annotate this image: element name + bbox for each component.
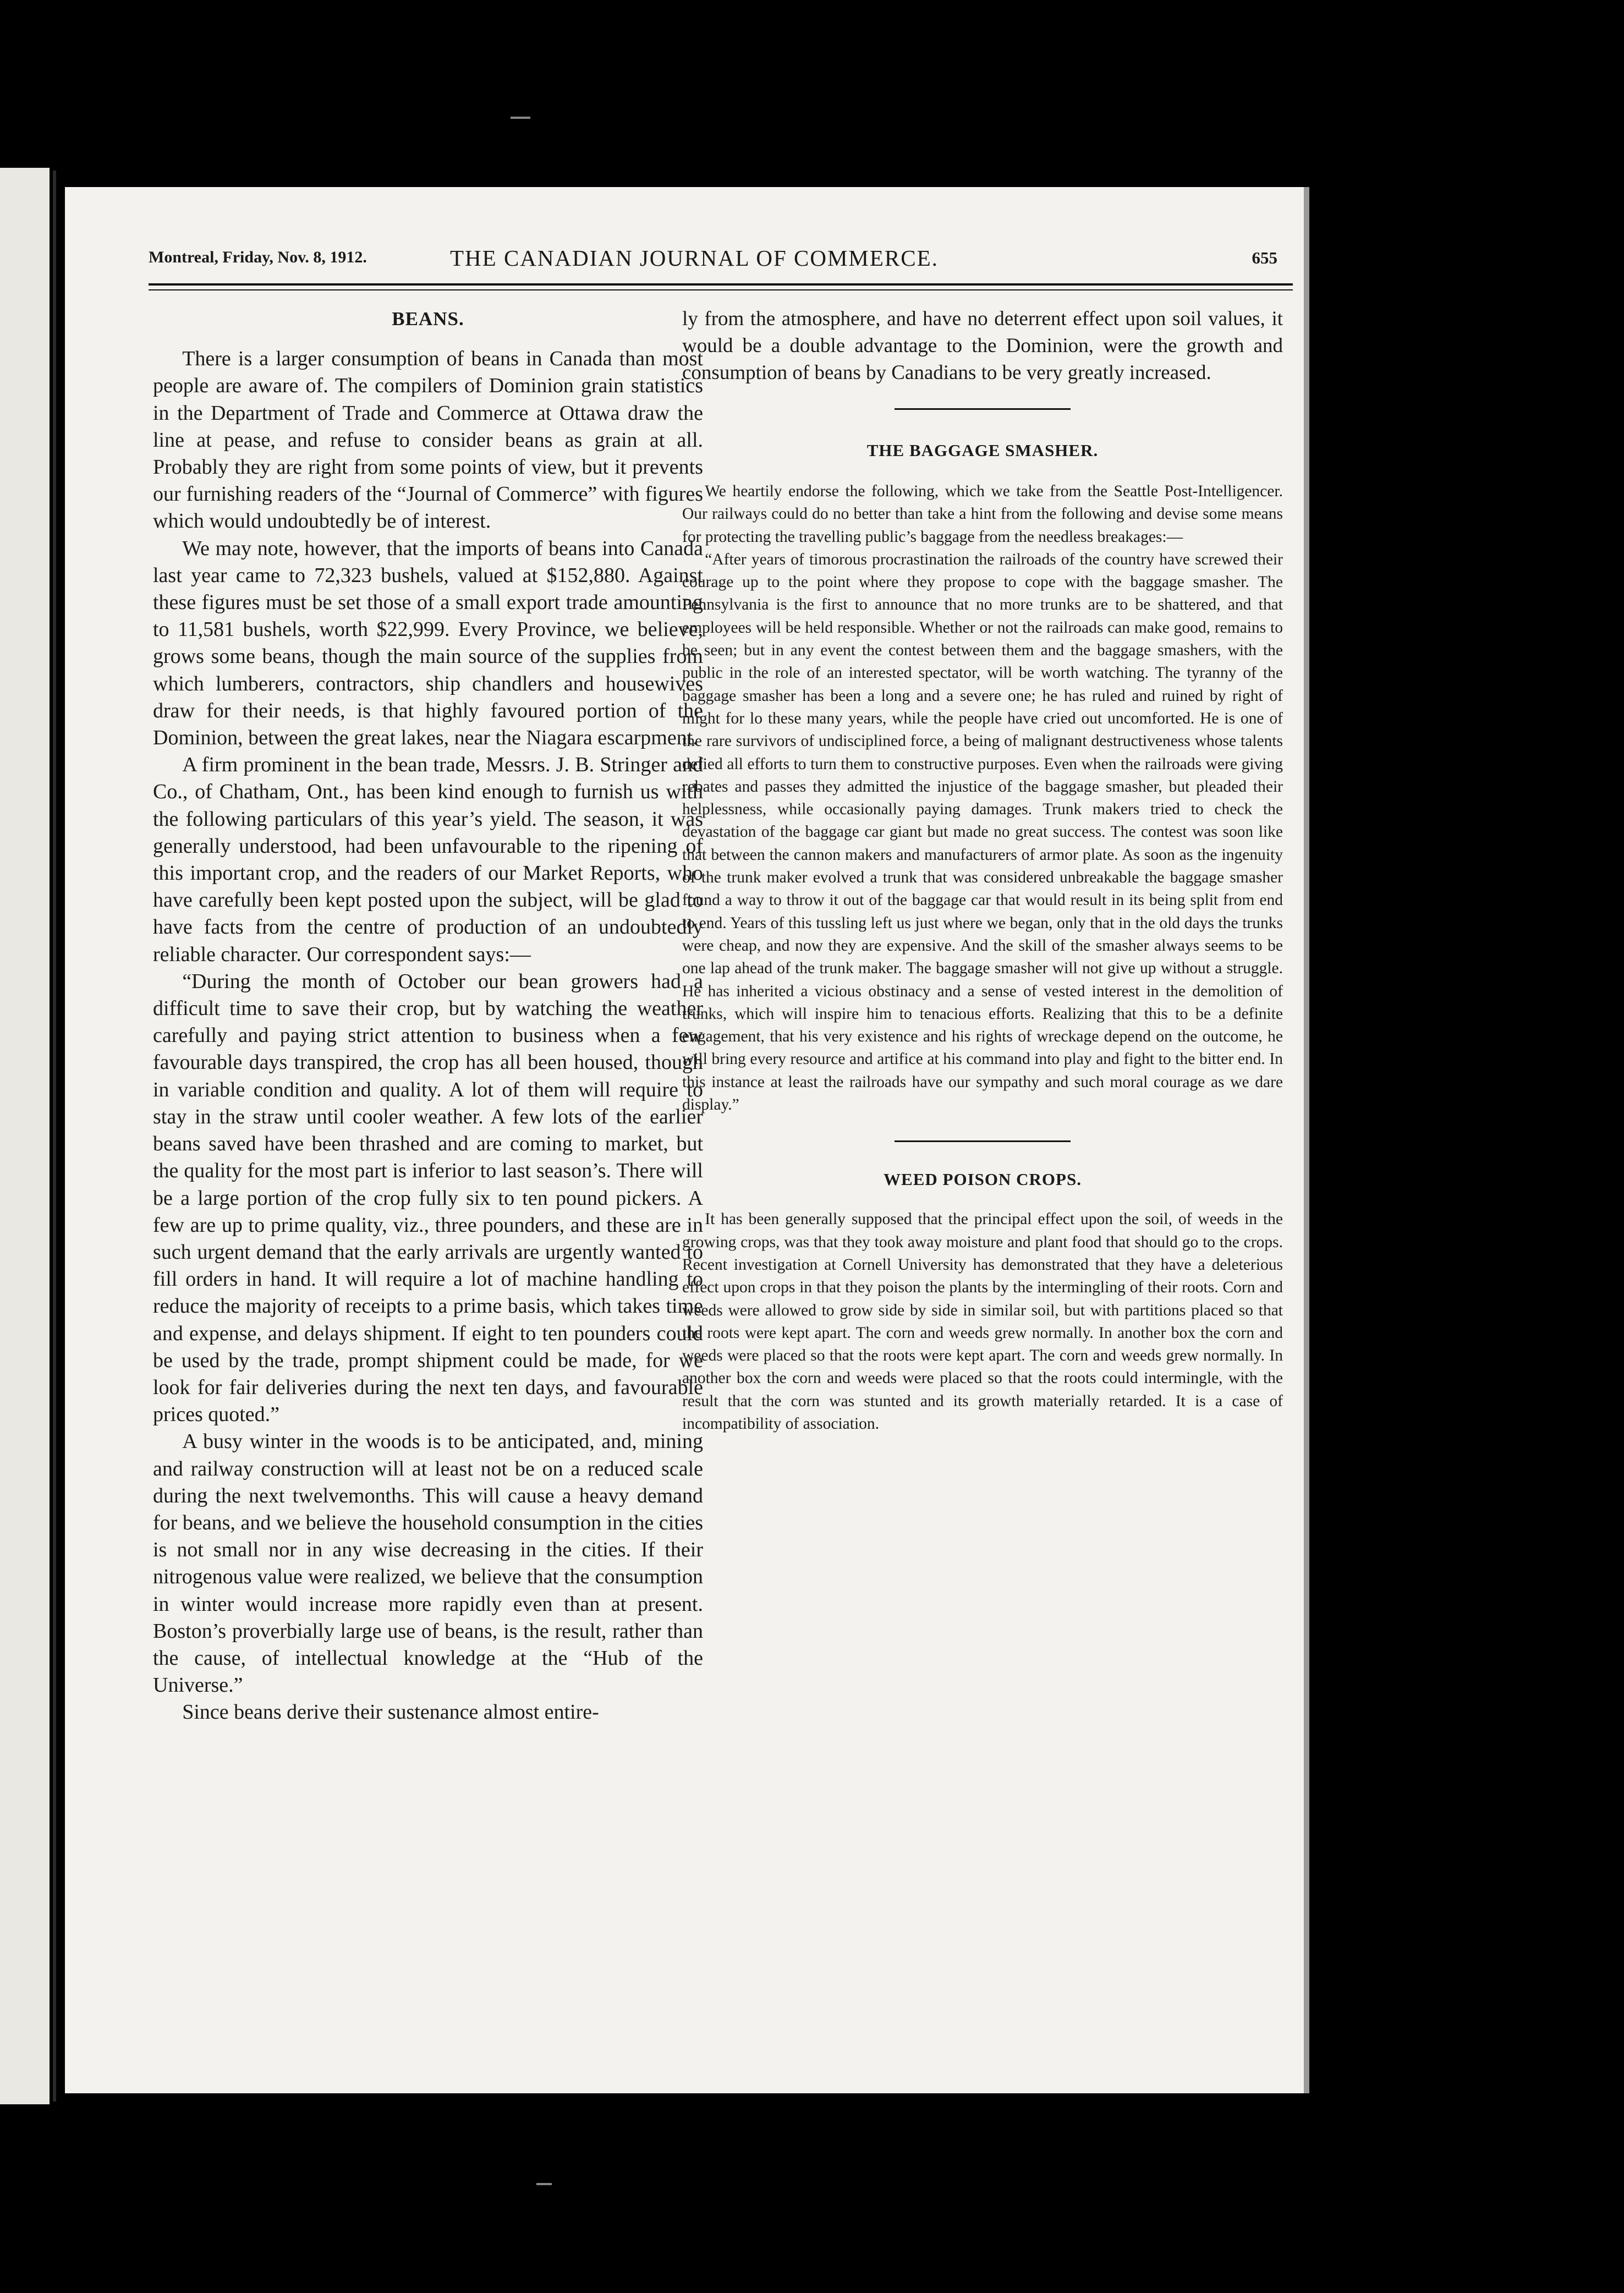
baggage-paragraph-2: “After years of timorous procrastination the railroads of the country have screwed their courage up to the point where they propose to cope with the baggage smasher. The Pennsylvania is the first to announce that no more trunks are to be shattered, and that employees will be held responsible. Whether or not the railroads can make good, remains to be seen; but in any event the contest between them and the baggage smashers, with the public in the role of an interested spectator, will be worth watching. The tyranny of the baggage smasher has been a long and a severe one; he has ruled and ruined by right of might for lo these many years, while the people have cried out uncomforted. He is one of the rare survivors of undisciplined force, a being of malignant destructiveness whose talents defied all efforts to turn them to constructive purposes. Even when the railroads were giving rebates and passes they admitted the injustice of the baggage smasher, but pleaded their helplessness, while occasionally paying damages. Trunk makers tried to check the devastation of the baggage car giant but made no great success. The contest was soon like that between the cannon makers and manufacturers of armor plate. As soon as the ingenuity of the trunk maker evolved a trunk that was considered unbreakable the baggage smasher found a way to throw it out of the baggage car that would result in its being split from end to end. Years of this tussling left us just where we began, only that in the old days the trunks were cheap, and now they are expensive. And the skill of the smasher always seems to be one lap ahead of the trunk maker. The baggage smasher will not give up without a struggle. He has inherited a vicious obstinacy and a sense of vested interest in the demolition of trunks, which will inspire him to tenacious efforts. Realizing that this to be a definite engagement, that his very existence and his rights of wreckage depend on the outcome, he will bring every resource and artifice at his command into play and fight to the bitter end. In this instance at least the railroads have our sympathy and such moral courage as we dare display.” (682, 550, 1283, 1114)
issue-date: Montreal, Friday, Nov. 8, 1912. (149, 248, 367, 266)
journal-title: THE CANADIAN JOURNAL OF COMMERCE. (450, 245, 939, 271)
page-number: 655 (1252, 248, 1277, 267)
beans-paragraph-3: A firm prominent in the bean trade, Messrs. J. B. Stringer and Co., of Chatham, Ont., has been kind enough to furnish us with the following particulars of this year’s yield. The season, it was generally understood, had been unfavourable to the ripening of this important crop, and the readers of our Market Reports, who have carefully been kept posted upon the subject, will be glad to have facts from the centre of production of an undoubtedly reliable character. Our correspondent says:— (153, 753, 703, 966)
adjacent-page-edge (0, 168, 50, 2104)
beans-paragraph-2: We may note, however, that the imports of beans into Canada last year came to 72,323 bushels, valued at $152,880. Against these figures must be set those of a small export trade amounting to 11,581 bushels, worth $22,999. Every Province, we believe, grows some beans, though the main source of the supplies from which lumberers, contractors, ship chandlers and housewives draw for their needs, is that highly favoured portion of the Dominion, between the great lakes, near the Niagara escarpment. (153, 536, 703, 750)
page-edge-shadow (1304, 187, 1309, 2093)
section-divider (895, 1140, 1071, 1142)
journal-page (65, 187, 1304, 2093)
baggage-paragraph-1: We heartily endorse the following, which we take from the Seattle Post-Intelligencer. Our railways could do no better than take a hint from the following and devise some means for protecting the travelling public’s baggage from the needless breakages:— (682, 482, 1283, 546)
weed-paragraph-1: It has been generally supposed that the principal effect upon the soil, of weeds in the growing crops, was that they took away moisture and plant food that should go to the crops. Recent investigation at Cornell University has demonstrated that they have a deleterious effect upon crops in that they poison the plants by the intermingling of their roots. Corn and weeds were allowed to grow side by side in similar soil, but with partitions placed so that the roots were kept apart. The corn and weeds grew normally. In another box the corn and weeds were placed so that the roots were kept apart. The corn and weeds grew normally. In another box the corn and weeds were placed so that the roots could intermingle, with the result that the corn was stunted and its growth materially retarded. It is a case of incompatibility of association. (682, 1210, 1283, 1433)
beans-paragraph-1: There is a larger consumption of beans in Canada than most people are aware of. The compilers of Dominion grain statistics in the Department of Trade and Commerce at Ottawa draw the line at pease, and refuse to consider beans as grain at all. Probably they are right from some points of view, but it prevents our furnishing readers of the “Journal of Commerce” with figures which would undoubtedly be of interest. (153, 347, 703, 533)
header-rule-top (149, 283, 1293, 286)
weed-title: WEED POISON CROPS. (884, 1170, 1082, 1189)
beans-continuation: ly from the atmosphere, and have no deterrent effect upon soil values, it would be a double advantage to the Dominion, were the growth and consumption of beans by Canadians to be very greatly increased. (682, 308, 1283, 384)
left-column (153, 305, 703, 1726)
baggage-body (682, 480, 1283, 1116)
beans-paragraph-4: “During the month of October our bean growers had a difficult time to save their crop, but by watching the weather carefully and paying strict attention to business when a few favourable days transpired, the crop has all been housed, though in variable condition and quality. A lot of them will require to stay in the straw until cooler weather. A few lots of the earlier beans saved have been thrashed and are coming to market, but the quality for the most part is inferior to last season’s. There will be a large portion of the crop fully six to ten pound pickers. A few are up to prime quality, viz., three pounders, and these are in such urgent demand that the early arrivals are urgently wanted to fill orders in hand. It will require a lot of machine handling to reduce the majority of receipts to a prime basis, which takes time and expense, and delays shipment. If eight to ten pounders could be used by the trade, prompt shipment could be made, for we look for fair deliveries during the next ten days, and favourable prices quoted.” (153, 969, 703, 1427)
running-head (149, 245, 1293, 278)
beans-paragraph-6: Since beans derive their sustenance almost entire- (182, 1700, 599, 1724)
right-column (682, 305, 1283, 1435)
section-divider (895, 408, 1071, 410)
film-speck (511, 117, 530, 119)
beans-paragraph-5: A busy winter in the woods is to be anticipated, and, mining and railway construction will at least not be on a reduced scale during the next twelvemonths. This will cause a heavy demand for beans, and we believe the household consumption in the cities is not small nor in any wise decreasing in the cities. If their nitrogenous value were realized, we believe that the consumption in winter would increase more rapidly even than at present. Boston’s proverbially large use of beans, is the result, rather than the cause, of intellectual knowledge at the “Hub of the Universe.” (153, 1430, 703, 1697)
film-speck (536, 2183, 552, 2185)
beans-title: BEANS. (392, 308, 464, 330)
header-rule-bottom (149, 289, 1293, 290)
baggage-title: THE BAGGAGE SMASHER. (866, 441, 1099, 460)
weed-body (682, 1208, 1283, 1435)
page-gutter-shadow (53, 171, 56, 2102)
